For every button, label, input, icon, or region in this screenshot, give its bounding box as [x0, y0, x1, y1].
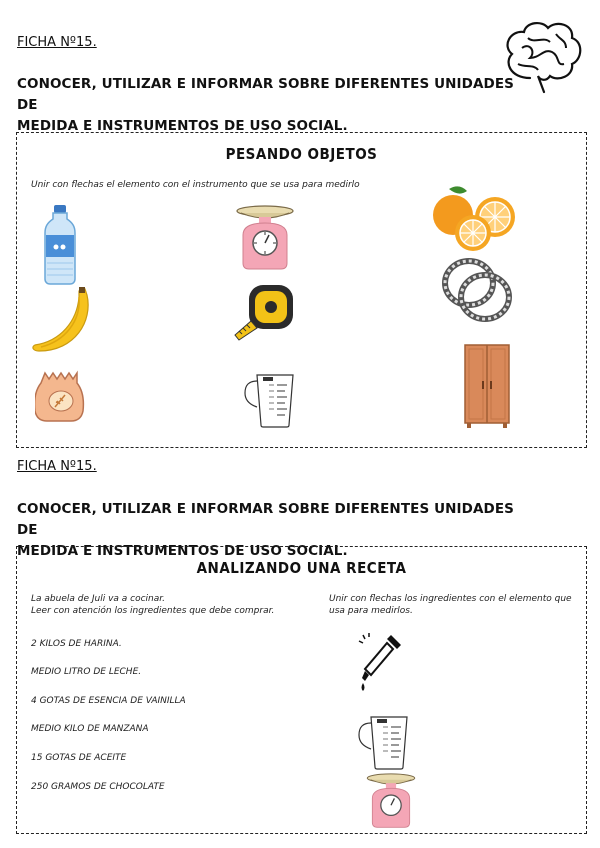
ingredient-item: 250 GRAMOS DE CHOCOLATE	[31, 782, 165, 792]
ingredient-item: MEDIO KILO DE MANZANA	[31, 724, 149, 734]
measuring-jug-icon	[357, 715, 417, 771]
heading-line: CONOCER, UTILIZAR E INFORMAR SOBRE DIFERENTES UNIDADES DE	[17, 76, 514, 113]
kitchen-scale-icon	[235, 205, 295, 271]
ingredient-item: 15 GOTAS DE ACEITE	[31, 753, 127, 763]
ingredient-item: 4 GOTAS DE ESENCIA DE VAINILLA	[31, 696, 186, 706]
ficha-label: FICHA Nº15.	[17, 459, 97, 474]
banana-icon	[29, 287, 93, 355]
intro-line: Leer con atención los ingredientes que debe comprar.	[31, 606, 275, 616]
water-bottle-icon	[43, 203, 77, 285]
flour-sack-icon	[35, 367, 87, 423]
intro-line: La abuela de Juli va a cocinar.	[31, 594, 166, 604]
ingredient-item: 2 KILOS DE HARINA.	[31, 639, 122, 649]
oranges-icon	[429, 183, 521, 253]
instruction-text: Unir con flechas el elemento con el instrumento que se usa para medirlo	[31, 180, 360, 190]
box-title: ANALIZANDO UNA RECETA	[196, 559, 407, 577]
right-instruction: Unir con flechas los ingredientes con el elemento que usa para medirlos.	[329, 594, 572, 616]
box-title: PESANDO OBJETOS	[225, 145, 378, 163]
wardrobe-icon	[463, 343, 511, 429]
heading-line: CONOCER, UTILIZAR E INFORMAR SOBRE DIFERENTES UNIDADES DE	[17, 501, 514, 538]
heading-line: MEDIDA E INSTRUMENTOS DE USO SOCIAL.	[17, 543, 348, 559]
exercise-box-receta	[16, 546, 587, 834]
dropper-icon	[357, 631, 407, 693]
kitchen-scale-icon	[365, 773, 417, 829]
tape-measure-icon	[231, 281, 297, 343]
rope-icon	[439, 253, 515, 327]
ingredient-item: MEDIO LITRO DE LECHE.	[31, 667, 142, 677]
exercise-box-pesando	[16, 132, 587, 448]
ficha-label: FICHA Nº15.	[17, 35, 97, 50]
heading-line: MEDIDA E INSTRUMENTOS DE USO SOCIAL.	[17, 118, 348, 134]
section-heading	[17, 74, 537, 137]
intro-text	[31, 593, 274, 617]
measuring-jug-icon	[243, 373, 303, 429]
